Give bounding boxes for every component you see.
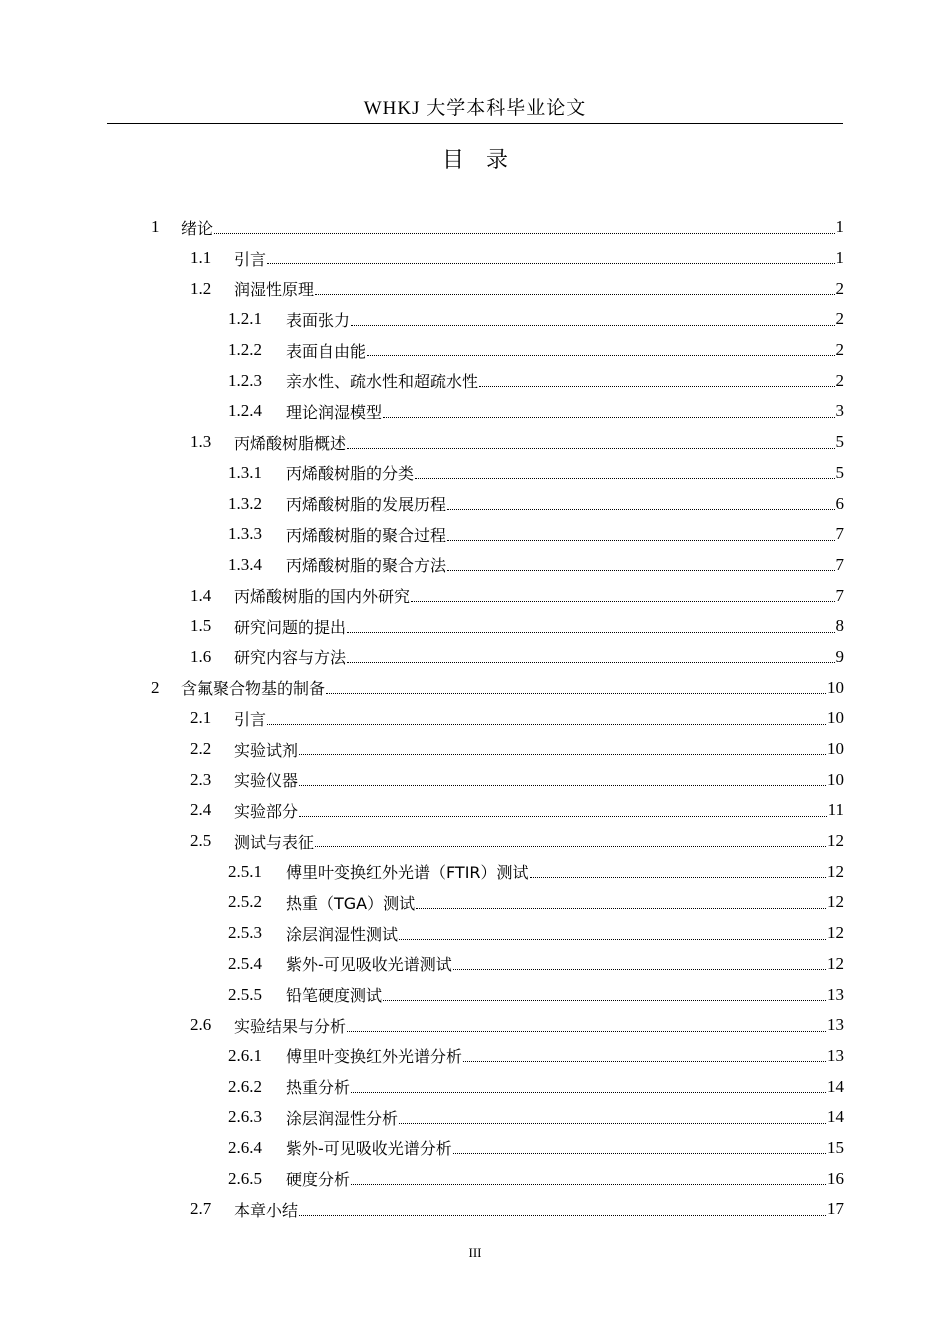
toc-entry-number: 1.4 xyxy=(190,585,212,605)
toc-entry-number: 2.7 xyxy=(190,1199,212,1219)
toc-title: 目录 xyxy=(441,148,530,173)
toc-entry-number: 1.1 xyxy=(190,248,212,268)
toc-dot-leader xyxy=(351,324,834,326)
toc-dot-leader xyxy=(326,692,826,694)
toc-entry-number: 2.5.2 xyxy=(228,892,262,912)
toc-dot-leader xyxy=(351,1183,826,1185)
toc-dot-leader xyxy=(447,569,834,571)
toc-entry-page: 7 xyxy=(835,524,844,544)
toc-entry[interactable] xyxy=(0,611,950,642)
toc-dot-leader xyxy=(214,232,834,234)
toc-dot-leader xyxy=(383,416,834,418)
toc-entry-number: 1.2 xyxy=(190,278,212,298)
toc-entry-page: 13 xyxy=(827,1045,844,1065)
toc-entry[interactable] xyxy=(0,212,950,243)
toc-entry-page: 8 xyxy=(835,616,844,636)
toc-entry[interactable] xyxy=(0,243,950,274)
toc-entry[interactable] xyxy=(0,335,950,366)
toc-entry-number: 2.2 xyxy=(190,739,212,759)
toc-dot-leader xyxy=(415,477,834,479)
toc-entry-title: 硬度分析 xyxy=(286,1170,351,1190)
toc-entry[interactable] xyxy=(0,918,950,949)
toc-entry[interactable] xyxy=(0,1133,950,1164)
toc-entry[interactable] xyxy=(0,979,950,1010)
toc-dot-leader xyxy=(351,1091,826,1093)
toc-entry[interactable] xyxy=(0,1071,950,1102)
toc-entry-page: 10 xyxy=(827,769,844,789)
toc-entry-page: 2 xyxy=(835,340,844,360)
toc-entry[interactable] xyxy=(0,427,950,458)
toc-entry-title: 含氟聚合物基的制备 xyxy=(181,679,326,699)
toc-entry-number: 1.2.3 xyxy=(228,370,262,390)
toc-entry-page: 17 xyxy=(827,1199,844,1219)
toc-entry-page: 12 xyxy=(827,892,844,912)
toc-dot-leader xyxy=(479,385,834,387)
toc-entry-number: 1.3.3 xyxy=(228,524,262,544)
toc-dot-leader xyxy=(399,938,826,940)
toc-entry-page: 1 xyxy=(835,248,844,268)
toc-entry-number: 1.6 xyxy=(190,646,212,666)
toc-dot-leader xyxy=(299,753,826,755)
toc-entry-page: 1 xyxy=(835,217,844,237)
toc-entry-number: 1.2.4 xyxy=(228,401,262,421)
toc-dot-leader xyxy=(315,293,834,295)
toc-dot-leader xyxy=(463,1060,826,1062)
toc-entry-title: 实验试剂 xyxy=(234,740,299,760)
toc-entry-title: 丙烯酸树脂的发展历程 xyxy=(286,495,447,515)
toc-entry-title: 亲水性、疏水性和超疏水性 xyxy=(286,372,479,392)
toc-entry-number: 2 xyxy=(151,677,160,697)
toc-entry-number: 1.3.2 xyxy=(228,493,262,513)
toc-entry[interactable] xyxy=(0,826,950,857)
toc-entry-number: 2.6.1 xyxy=(228,1045,262,1065)
toc-entry[interactable] xyxy=(0,304,950,335)
toc-dot-leader xyxy=(416,907,826,909)
toc-dot-leader xyxy=(299,1214,826,1216)
toc-entry-title: 丙烯酸树脂的国内外研究 xyxy=(234,587,411,607)
toc-entry-title: 实验仪器 xyxy=(234,771,299,791)
toc-entry-title: 润湿性原理 xyxy=(234,280,315,300)
toc-entry-title: 丙烯酸树脂的聚合过程 xyxy=(286,525,447,545)
toc-dot-leader xyxy=(383,999,826,1001)
toc-dot-leader xyxy=(453,968,826,970)
toc-entry[interactable] xyxy=(0,764,950,795)
toc-entry-page: 5 xyxy=(835,432,844,452)
toc-entry[interactable] xyxy=(0,672,950,703)
toc-entry[interactable] xyxy=(0,1010,950,1041)
page-header: WHKJ 大学本科毕业论文 xyxy=(363,98,587,119)
toc-entry-number: 2.5.1 xyxy=(228,861,262,881)
toc-dot-leader xyxy=(267,262,834,264)
toc-dot-leader xyxy=(299,815,827,817)
toc-entry-title: 研究内容与方法 xyxy=(234,648,347,668)
toc-entry[interactable] xyxy=(0,1194,950,1225)
toc-entry[interactable] xyxy=(0,795,950,826)
toc-entry-page: 10 xyxy=(827,739,844,759)
toc-entry-page: 13 xyxy=(827,1015,844,1035)
toc-dot-leader xyxy=(347,661,834,663)
toc-entry-page: 7 xyxy=(835,554,844,574)
toc-entry-page: 16 xyxy=(827,1168,844,1188)
toc-entry-page: 14 xyxy=(827,1076,844,1096)
toc-entry-title: 傅里叶变换红外光谱分析 xyxy=(286,1047,463,1067)
toc-dot-leader xyxy=(447,508,834,510)
toc-entry-page: 6 xyxy=(835,493,844,513)
toc-dot-leader xyxy=(315,845,826,847)
toc-dot-leader xyxy=(453,1152,826,1154)
toc-entry-title: 热重分析 xyxy=(286,1078,351,1098)
toc-entry-page: 2 xyxy=(835,370,844,390)
toc-entry-page: 12 xyxy=(827,861,844,881)
toc-dot-leader xyxy=(347,1030,826,1032)
toc-entry[interactable] xyxy=(0,1102,950,1133)
toc-entry-page: 10 xyxy=(827,677,844,697)
toc-entry[interactable] xyxy=(0,1041,950,1072)
toc-entry[interactable] xyxy=(0,949,950,980)
toc-entry-title: 研究问题的提出 xyxy=(234,617,347,637)
toc-entry-title: 涂层润湿性测试 xyxy=(286,924,399,944)
toc-entry-title: 本章小结 xyxy=(234,1200,299,1220)
toc-entry[interactable] xyxy=(0,580,950,611)
toc-entry-title: 引言 xyxy=(234,249,267,269)
toc-entry-title: 紫外-可见吸收光谱分析 xyxy=(286,1139,452,1159)
toc-entry-title: 引言 xyxy=(234,709,267,729)
toc-entry-page: 13 xyxy=(827,984,844,1004)
toc-entry-number: 1.2.1 xyxy=(228,309,262,329)
toc-entry-title: 实验结果与分析 xyxy=(234,1016,347,1036)
toc-entry[interactable] xyxy=(0,519,950,550)
toc-entry-title: 理论润湿模型 xyxy=(286,402,383,422)
toc-entry[interactable] xyxy=(0,365,950,396)
toc-entry-page: 5 xyxy=(835,462,844,482)
toc-entry-title: 铅笔硬度测试 xyxy=(286,986,383,1006)
toc-entry-page: 3 xyxy=(835,401,844,421)
toc-entry-title: 涂层润湿性分析 xyxy=(286,1108,399,1128)
toc-entry-number: 1.3 xyxy=(190,432,212,452)
toc-entry-title: 丙烯酸树脂的分类 xyxy=(286,464,415,484)
toc-entry-number: 1.2.2 xyxy=(228,340,262,360)
toc-entry-number: 2.5.4 xyxy=(228,953,262,973)
toc-entry-number: 1 xyxy=(151,217,160,237)
toc-entry-number: 1.5 xyxy=(190,616,212,636)
toc-entry-number: 2.6.5 xyxy=(228,1168,262,1188)
toc-entry-page: 12 xyxy=(827,953,844,973)
toc-entry-title: 表面自由能 xyxy=(286,341,367,361)
toc-entry-number: 2.6.3 xyxy=(228,1107,262,1127)
toc-entry-page: 2 xyxy=(835,278,844,298)
toc-entry-page: 15 xyxy=(827,1137,844,1157)
toc-entry-title: 实验部分 xyxy=(234,801,299,821)
toc-entry[interactable] xyxy=(0,734,950,765)
toc-entry-number: 2.6.4 xyxy=(228,1137,262,1157)
toc-dot-leader xyxy=(530,876,826,878)
toc-dot-leader xyxy=(347,447,834,449)
toc-entry-title: 测试与表征 xyxy=(234,832,315,852)
toc-dot-leader xyxy=(299,784,826,786)
toc-dot-leader xyxy=(411,600,834,602)
toc-entry-page: 2 xyxy=(835,309,844,329)
page-number: III xyxy=(468,1245,482,1260)
toc-dot-leader xyxy=(367,354,834,356)
toc-entry-page: 10 xyxy=(827,708,844,728)
toc-entry-number: 2.4 xyxy=(190,800,212,820)
toc-entry[interactable] xyxy=(0,642,950,673)
toc-entry[interactable] xyxy=(0,273,950,304)
toc-entry-title: 紫外-可见吸收光谱测试 xyxy=(286,955,452,975)
toc-entry-title: 丙烯酸树脂的聚合方法 xyxy=(286,556,447,576)
toc-entry-number: 2.5.5 xyxy=(228,984,262,1004)
toc-dot-leader xyxy=(347,631,834,633)
toc-entry-page: 9 xyxy=(835,646,844,666)
toc-entry-number: 2.6 xyxy=(190,1015,212,1035)
toc-entry[interactable] xyxy=(0,1163,950,1194)
toc-entry[interactable] xyxy=(0,396,950,427)
toc-entry[interactable] xyxy=(0,856,950,887)
toc-entry[interactable] xyxy=(0,458,950,489)
toc-entry-number: 2.5.3 xyxy=(228,923,262,943)
toc-list xyxy=(0,212,950,1225)
toc-entry-page: 7 xyxy=(835,585,844,605)
toc-entry-number: 2.3 xyxy=(190,769,212,789)
toc-entry[interactable] xyxy=(0,550,950,581)
toc-entry[interactable] xyxy=(0,887,950,918)
toc-entry-title: 绪论 xyxy=(181,218,214,238)
toc-entry-page: 11 xyxy=(827,800,844,820)
toc-entry-title: 丙烯酸树脂概述 xyxy=(234,433,347,453)
toc-entry[interactable] xyxy=(0,488,950,519)
toc-entry-page: 12 xyxy=(827,831,844,851)
toc-entry-page: 14 xyxy=(827,1107,844,1127)
toc-dot-leader xyxy=(399,1122,826,1124)
toc-entry-number: 2.1 xyxy=(190,708,212,728)
toc-entry-page: 12 xyxy=(827,923,844,943)
toc-entry-number: 2.6.2 xyxy=(228,1076,262,1096)
toc-entry-title: 热重（TGA）测试 xyxy=(286,893,416,913)
toc-entry-number: 2.5 xyxy=(190,831,212,851)
toc-entry-title: 傅里叶变换红外光谱（FTIR）测试 xyxy=(286,863,529,883)
toc-entry-number: 1.3.4 xyxy=(228,554,262,574)
toc-entry-title: 表面张力 xyxy=(286,310,351,330)
toc-entry-number: 1.3.1 xyxy=(228,462,262,482)
header-rule xyxy=(107,123,843,124)
toc-dot-leader xyxy=(267,723,826,725)
toc-entry[interactable] xyxy=(0,703,950,734)
toc-dot-leader xyxy=(447,539,834,541)
